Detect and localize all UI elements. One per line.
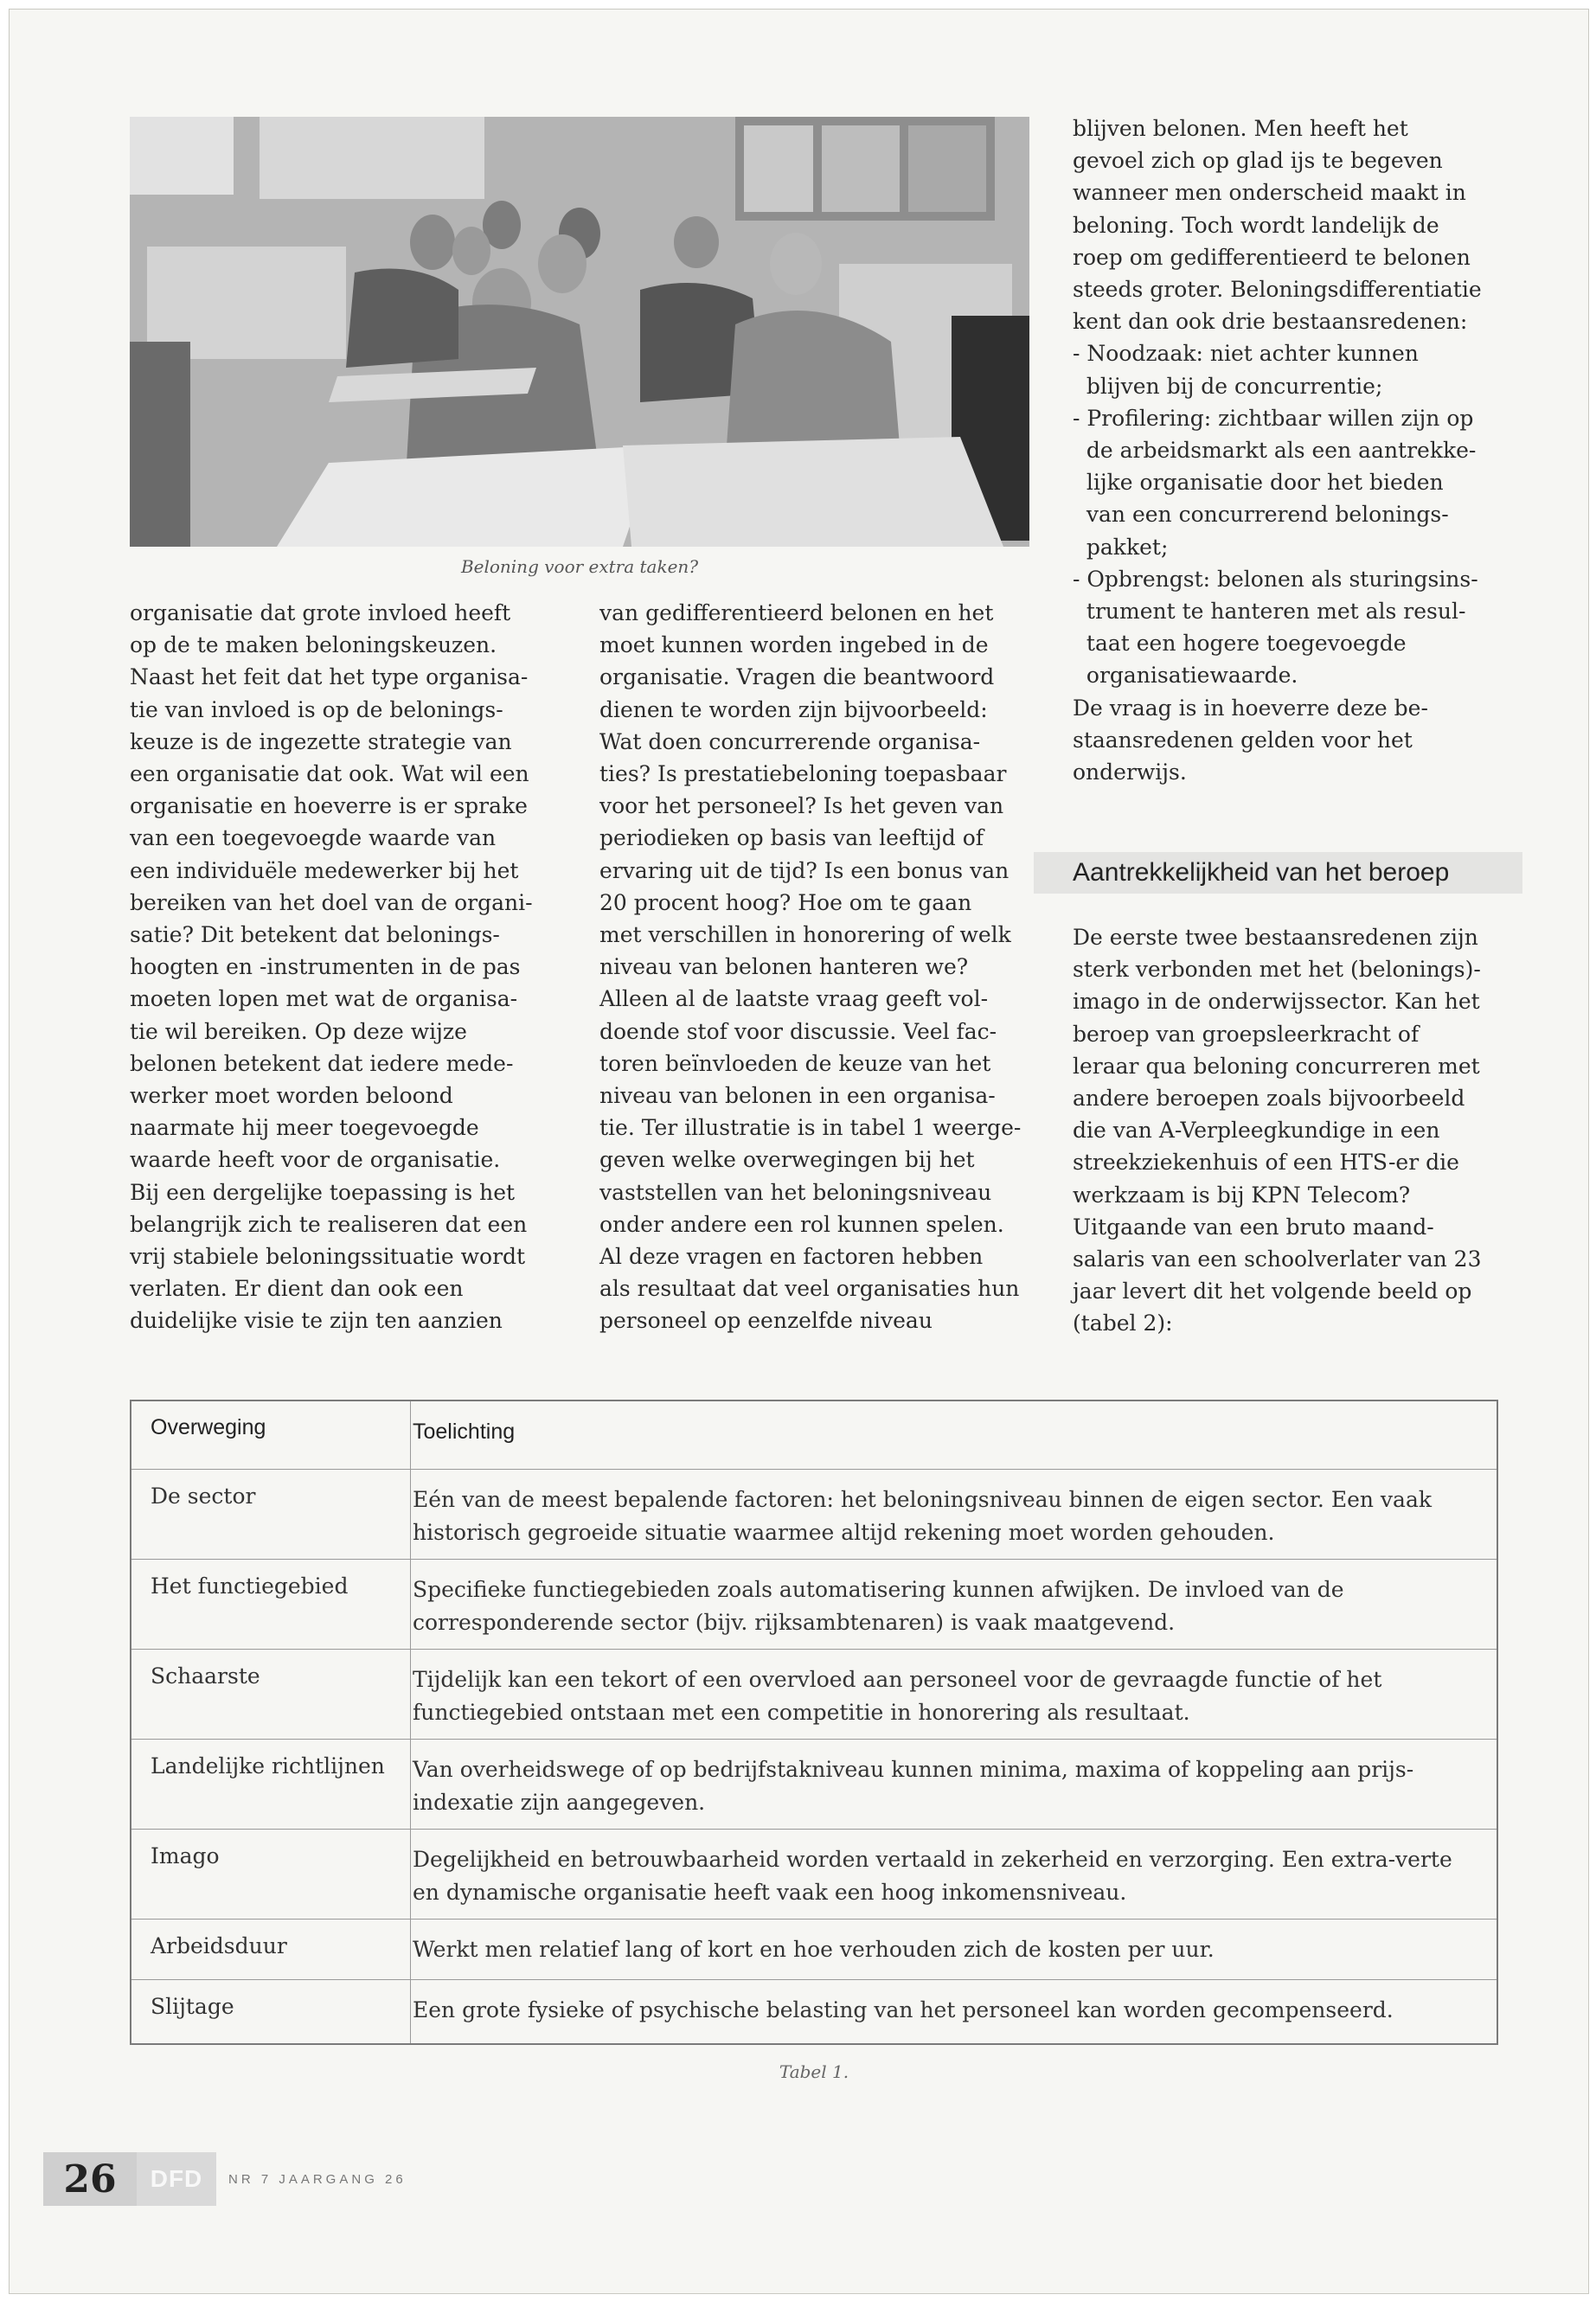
text-line: een individuële medewerker bij het (130, 857, 519, 883)
text-line: moet kunnen worden ingebed in de (599, 632, 989, 658)
text-line: ties? Is prestatiebeloning toepasbaar (599, 761, 1007, 787)
text-line: leraar qua beloning concurreren met (1073, 1053, 1480, 1079)
body-column-1 (130, 597, 562, 1337)
text-line: waarde heeft voor de organisatie. (130, 1147, 501, 1173)
text-line: taat een hogere toegevoegde (1073, 631, 1407, 657)
text-line: sterk verbonden met het (belonings)- (1073, 957, 1481, 983)
table-cell-key: Imago (131, 1830, 411, 1920)
text-line: organisatie en hoeverre is er sprake (130, 793, 528, 819)
table-caption: Tabel 1. (779, 2061, 849, 2082)
text-line: Uitgaande van een bruto maand- (1073, 1214, 1434, 1240)
text-line: die van A-Verpleegkundige in een (1073, 1118, 1440, 1144)
text-line: andere beroepen zoals bijvoorbeeld (1073, 1086, 1465, 1112)
magazine-logo: DFD (137, 2152, 216, 2206)
photo-caption: Beloning voor extra taken? (460, 556, 699, 577)
text-line: organisatiewaarde. (1073, 663, 1298, 689)
text-line: geven welke overwegingen bij het (599, 1147, 975, 1173)
text-line: De eerste twee bestaansredenen zijn (1073, 925, 1478, 950)
text-line: - Opbrengst: belonen als sturingsins- (1073, 566, 1478, 592)
text-line: Naast het feit dat het type organisa- (130, 664, 529, 690)
table-cell-value: Van overheidswege of op bedrijfstakniveau kunnen minima, maxima of koppeling aan prijs-indexatie zijn aangegeven. (411, 1740, 1498, 1830)
table-row (131, 1470, 1497, 1560)
text-line: belangrijk zich te realiseren dat een (130, 1211, 528, 1237)
text-line: imago in de onderwijssector. Kan het (1073, 989, 1480, 1015)
text-line: onder andere een rol kunnen spelen. (599, 1211, 1004, 1237)
text-line: van een concurrerend belonings- (1073, 502, 1449, 528)
text-line: tie. Ter illustratie is in tabel 1 weerge- (599, 1115, 1022, 1141)
text-line: blijven bij de concurrentie; (1073, 373, 1383, 399)
table-cell-key: Het functiegebied (131, 1560, 411, 1650)
table-cell-value: Degelijkheid en betrouwbaarheid worden vertaald in zekerheid en verzorging. Een extra-verte en dynamische organisatie heeft vaak een hoog inkomensniveau. (411, 1830, 1498, 1920)
considerations-table (130, 1400, 1498, 2045)
table-row (131, 1560, 1497, 1650)
text-line: organisatie dat grote invloed heeft (130, 600, 511, 625)
table-header-row (131, 1400, 1497, 1470)
text-line: staansredenen gelden voor het (1073, 727, 1413, 753)
text-line: vaststellen van het beloningsniveau (599, 1179, 992, 1205)
text-line: met verschillen in honorering of welk (599, 922, 1011, 948)
text-line: personeel op eenzelfde niveau (599, 1308, 933, 1334)
text-line: dienen te worden zijn bijvoorbeeld: (599, 696, 988, 722)
text-line: moeten lopen met wat de organisa- (130, 986, 518, 1012)
text-line: doende stof voor discussie. Veel fac- (599, 1018, 997, 1044)
text-line: hoogten en -instrumenten in de pas (130, 954, 521, 980)
text-line: vrij stabiele beloningssituatie wordt (130, 1244, 526, 1270)
table-cell-value: Een grote fysieke of psychische belasting van het personeel kan worden gecompenseerd. (411, 1980, 1498, 2044)
text-line: belonen betekent dat iedere mede- (130, 1050, 514, 1076)
table-cell-key: Landelijke richtlijnen (131, 1740, 411, 1830)
page-footer (43, 2152, 407, 2206)
text-line: steeds groter. Beloningsdifferentiatie (1073, 277, 1482, 303)
text-line: Bij een dergelijke toepassing is het (130, 1179, 516, 1205)
table-row (131, 1650, 1497, 1740)
text-line: voor het personeel? Is het geven van (599, 793, 1004, 819)
text-line: op de te maken beloningskeuzen. (130, 632, 497, 658)
text-line: pakket; (1073, 534, 1169, 560)
text-line: trument te hanteren met als resul- (1073, 599, 1466, 625)
text-line: gevoel zich op glad ijs te begeven (1073, 148, 1443, 174)
table-cell-key: Schaarste (131, 1650, 411, 1740)
text-line: lijke organisatie door het bieden (1073, 470, 1444, 496)
text-line: wanneer men onderscheid maakt in (1073, 180, 1466, 206)
text-line: werker moet worden beloond (130, 1083, 453, 1109)
text-line: tie van invloed is op de belonings- (130, 696, 503, 722)
text-line: (tabel 2): (1073, 1311, 1173, 1336)
text-line: Al deze vragen en factoren hebben (599, 1244, 984, 1270)
text-line: van gedifferentieerd belonen en het (599, 600, 994, 625)
section-heading: Aantrekkelijkheid van het beroep (1073, 858, 1450, 887)
text-line: tie wil bereiken. Op deze wijze (130, 1018, 467, 1044)
table-row (131, 1740, 1497, 1830)
page-number: 26 (43, 2152, 137, 2206)
text-line: beroep van groepsleerkracht of (1073, 1021, 1420, 1047)
issue-info: NR 7 JAARGANG 26 (228, 2171, 407, 2187)
table-cell-key: De sector (131, 1470, 411, 1560)
table-cell-value: Werkt men relatief lang of kort en hoe verhouden zich de kosten per uur. (411, 1920, 1498, 1980)
text-line: 20 procent hoog? Hoe om te gaan (599, 889, 972, 915)
text-line: blijven belonen. Men heeft het (1073, 116, 1408, 141)
text-line: periodieken op basis van leeftijd of (599, 825, 984, 851)
table-row (131, 1830, 1497, 1920)
text-line: een organisatie dat ook. Wat wil een (130, 761, 529, 787)
text-line: streekziekenhuis of een HTS-er die (1073, 1150, 1459, 1176)
table-cell-key: Arbeidsduur (131, 1920, 411, 1980)
text-line: niveau van belonen in een organisa- (599, 1083, 996, 1109)
table-cell-key: Slijtage (131, 1980, 411, 2044)
text-line: jaar levert dit het volgende beeld op (1073, 1279, 1472, 1304)
table-row (131, 1920, 1497, 1980)
table-header-toelichting: Toelichting (411, 1400, 1498, 1470)
text-line: van een toegevoegde waarde van (130, 825, 497, 851)
text-line: toren beïnvloeden de keuze van het (599, 1050, 991, 1076)
text-line: de arbeidsmarkt als een aantrekke- (1073, 438, 1477, 464)
text-line: keuze is de ingezette strategie van (130, 728, 512, 754)
text-line: satie? Dit betekent dat belonings- (130, 922, 500, 948)
text-line: bereiken van het doel van de organi- (130, 889, 533, 915)
text-line: als resultaat dat veel organisaties hun (599, 1276, 1020, 1302)
text-line: ervaring uit de tijd? Is een bonus van (599, 857, 1010, 883)
text-line: naarmate hij meer toegevoegde (130, 1115, 479, 1141)
text-line: niveau van belonen hanteren we? (599, 954, 969, 980)
classroom-photo (130, 117, 1029, 547)
text-line: De vraag is in hoeverre deze be- (1073, 695, 1428, 721)
text-line: werkzaam is bij KPN Telecom? (1073, 1182, 1411, 1208)
text-line: - Profilering: zichtbaar willen zijn op (1073, 405, 1474, 431)
text-line: organisatie. Vragen die beantwoord (599, 664, 995, 690)
text-line: salaris van een schoolverlater van 23 (1073, 1247, 1482, 1272)
table-cell-value: Eén van de meest bepalende factoren: het beloningsniveau binnen de eigen sector. Een vaak historisch gegroeide situatie waarmee altijd rekening moet worden gehouden. (411, 1470, 1498, 1560)
text-line: kent dan ook drie bestaansredenen: (1073, 309, 1468, 335)
text-line: verlaten. Er dient dan ook een (130, 1276, 464, 1302)
table-cell-value: Tijdelijk kan een tekort of een overvloed aan personeel voor de gevraagde functie of het functiegebied ontstaan met een competitie in honorering als resultaat. (411, 1650, 1498, 1740)
table-header-overweging: Overweging (131, 1400, 411, 1470)
text-line: onderwijs. (1073, 760, 1187, 785)
text-line: duidelijke visie te zijn ten aanzien (130, 1308, 503, 1334)
text-line: roep om gedifferentieerd te belonen (1073, 244, 1471, 270)
text-line: - Noodzaak: niet achter kunnen (1073, 341, 1419, 367)
text-line: Alleen al de laatste vraag geeft vol- (599, 986, 989, 1012)
table-cell-value: Specifieke functiegebieden zoals automatisering kunnen afwijken. De invloed van de corresponderende sector (bijv. rijksambtenaren) is vaak maatgevend. (411, 1560, 1498, 1650)
table-row (131, 1980, 1497, 2044)
body-column-2 (599, 597, 1032, 1337)
body-column-3-continued (1073, 921, 1522, 1340)
text-line: Wat doen concurrerende organisa- (599, 728, 981, 754)
body-column-3 (1073, 112, 1505, 788)
text-line: beloning. Toch wordt landelijk de (1073, 212, 1439, 238)
